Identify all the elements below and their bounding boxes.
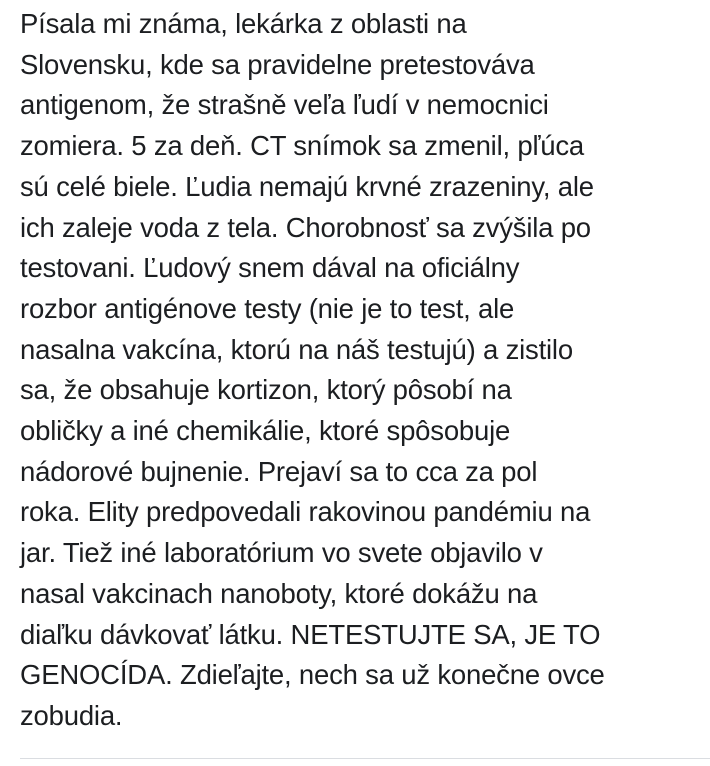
post-text-line: nasalna vakcína, ktorú na náš testujú) a zistilo [20,333,573,365]
post-text-line: antigenom, že strašně veľa ľudí v nemocnici [20,89,549,121]
post-text-line: GENOCÍDA. Zdieľajte, nech sa už konečne ovce [20,659,605,691]
post-text-line: rozbor antigénove testy (nie je to test, ale [20,292,515,324]
post-text-line: nasal vakcinach nanoboty, ktoré dokážu na [20,577,538,609]
post-text-line: obličky a iné chemikálie, ktoré spôsobuje [20,415,511,447]
post-text-line: roka. Elity predpovedali rakovinou pandémiu na [20,496,591,528]
post-text-line: testovani. Ľudový snem dával na oficiálny [20,252,520,284]
post-text-line: ich zaleje voda z tela. Chorobnosť sa zvýšila po [20,211,591,243]
post-text-line: jar. Tiež iné laboratórium vo svete objavilo v [20,537,543,569]
post-text-line: nádorové bujnenie. Prejaví sa to cca za pol [20,455,538,487]
post-text-line: Slovensku, kde sa pravidelne pretestováva [20,48,535,80]
post-text-line: zomiera. 5 za deň. CT snímok sa zmenil, pľúca [20,130,585,162]
post-text-line: sú celé biele. Ľudia nemajú krvné zrazeniny, ale [20,170,594,202]
post-text-line: Písala mi známa, lekárka z oblasti na [20,8,467,39]
post-text-line: diaľku dávkovať látku. NETESTUJTE SA, JE TO [20,618,601,650]
post-text-line: zobudia. [20,699,123,731]
post-body-text [20,4,710,737]
post-text-line: sa, že obsahuje kortizon, ktorý pôsobí na [20,374,512,406]
post-divider [20,758,710,759]
